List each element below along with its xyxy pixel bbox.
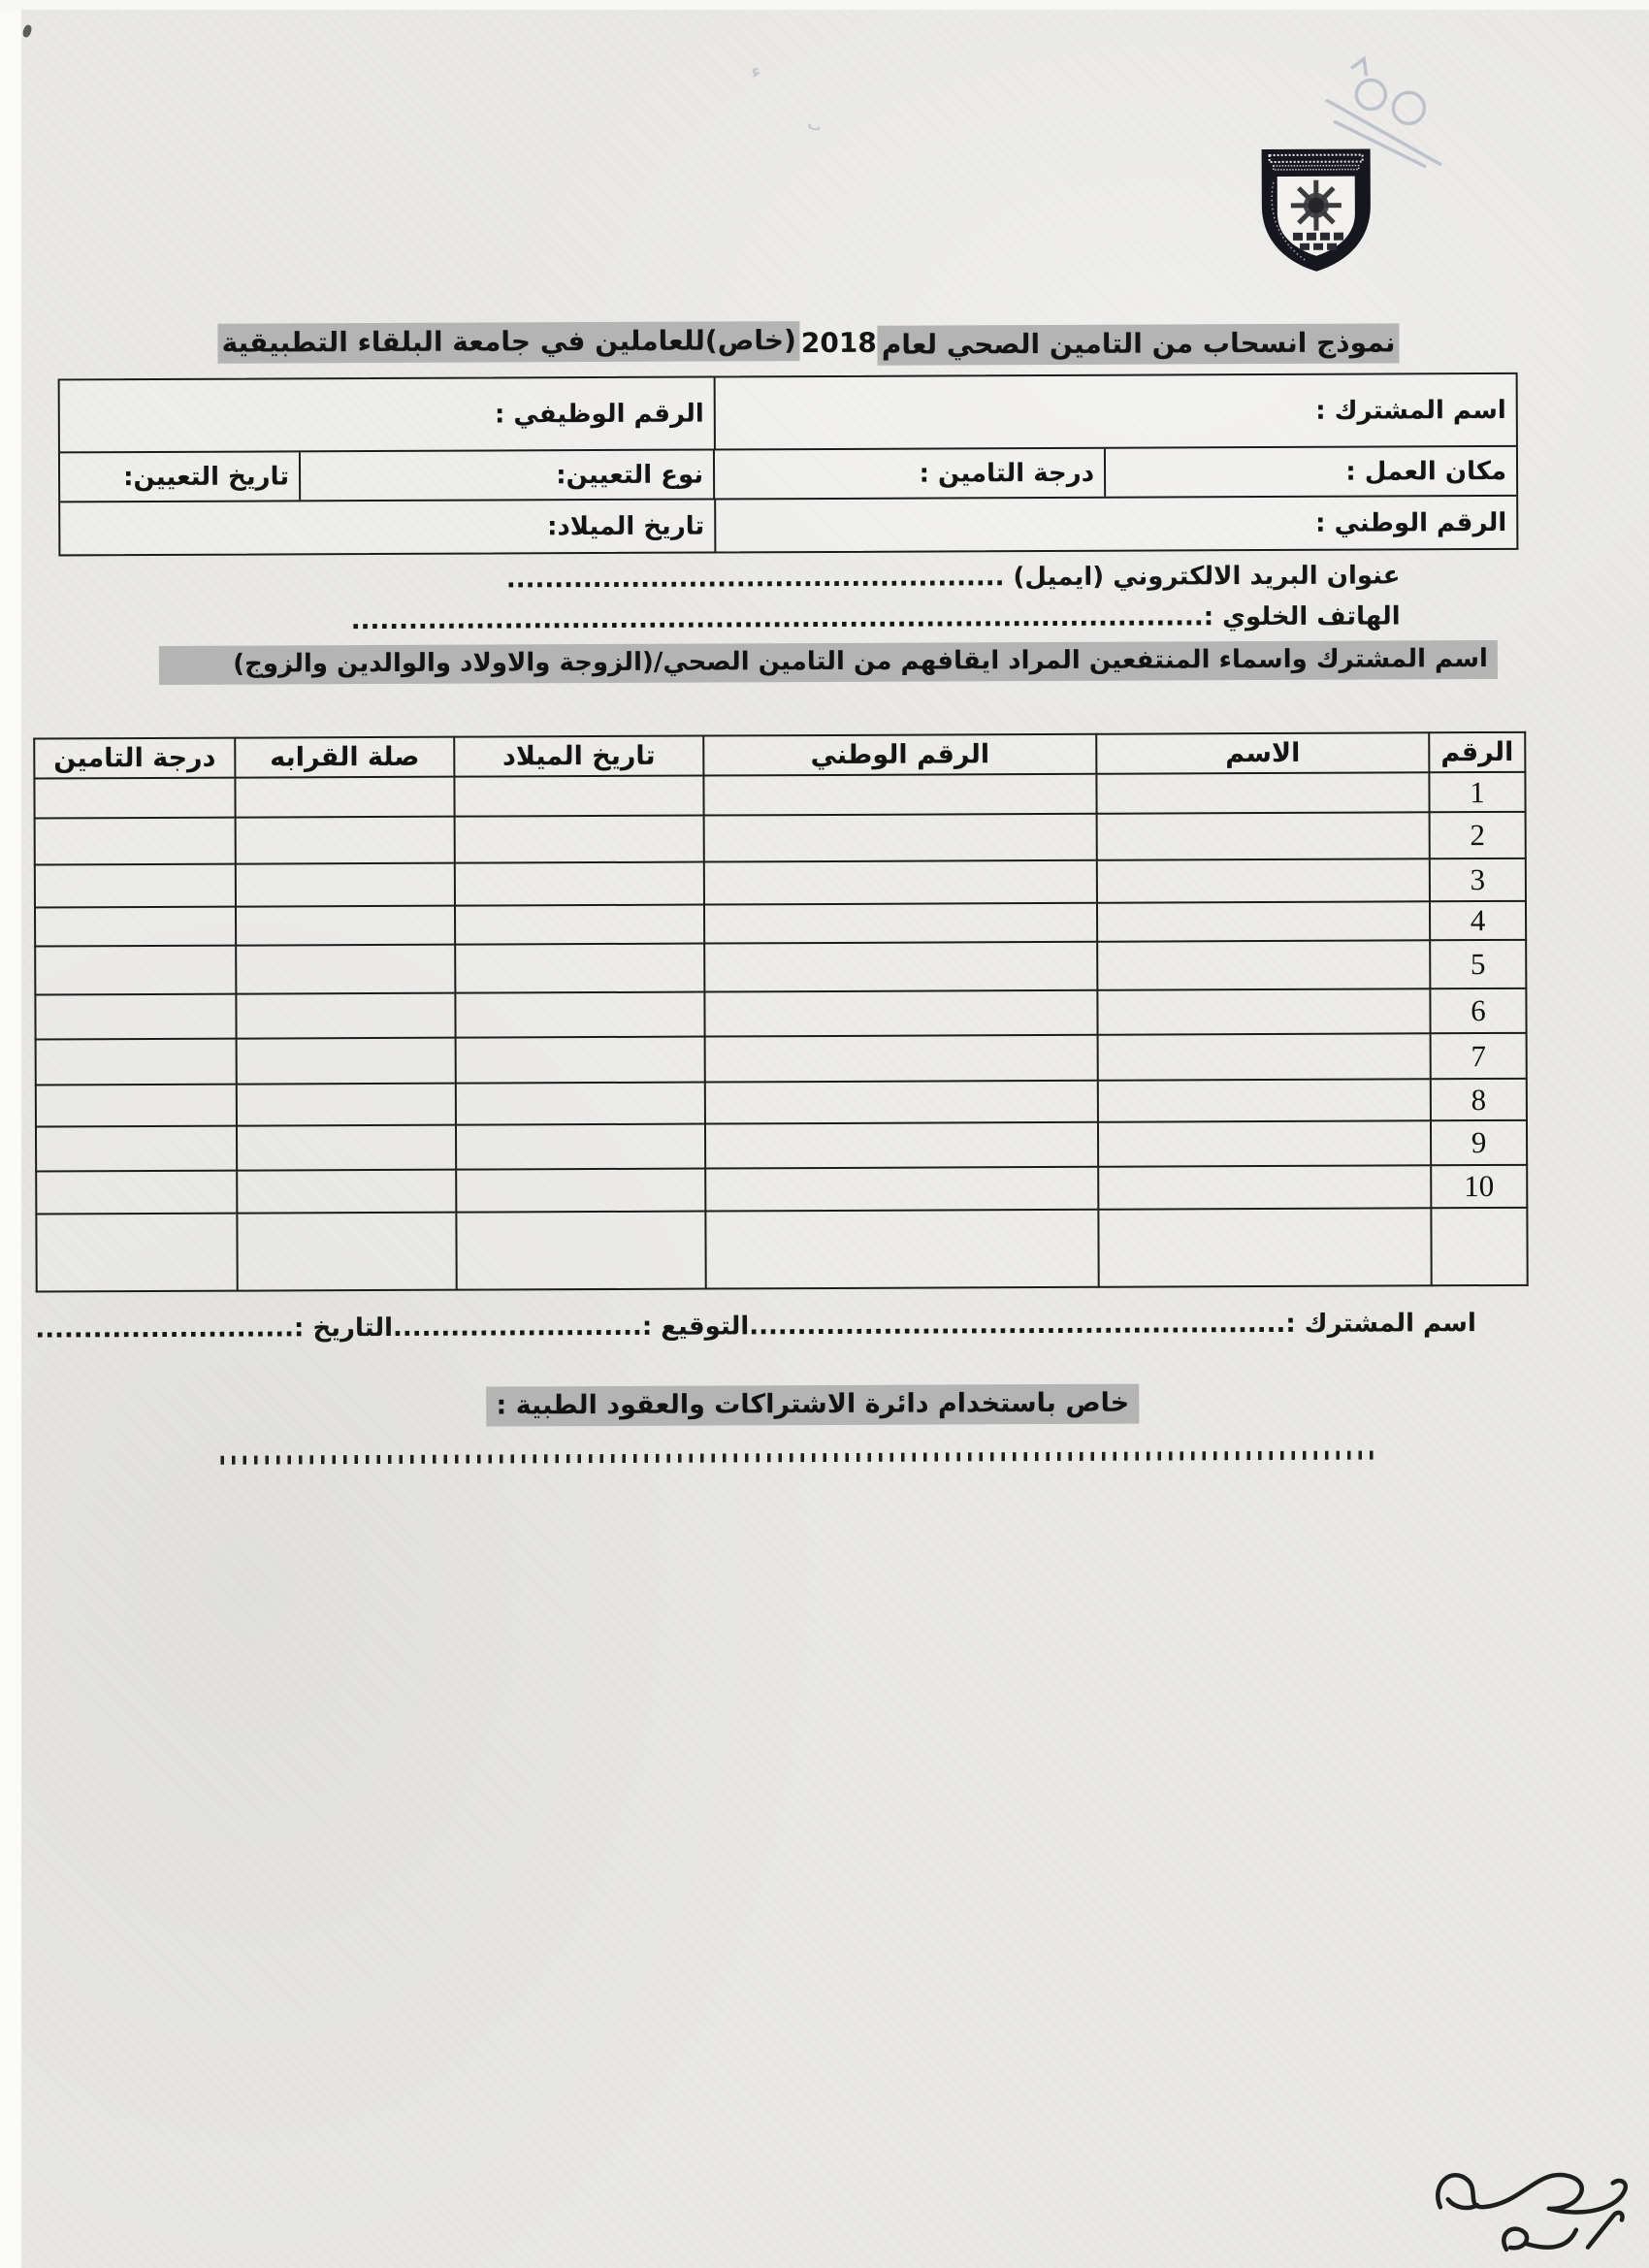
insurance-degree-cell (715, 449, 1106, 499)
empty-entry-cell (237, 1170, 456, 1214)
beneficiary-row-10 (36, 1165, 1527, 1215)
row-number-cell: 9 (1431, 1120, 1527, 1165)
empty-entry-cell (35, 994, 236, 1040)
phone-line: الهاتف الخلوي :......................................................................................... (350, 601, 1401, 636)
empty-entry-cell (36, 1214, 237, 1292)
empty-entry-cell (705, 1167, 1098, 1212)
row-number-cell: 8 (1431, 1079, 1527, 1120)
beneficiary-row-7 (36, 1033, 1527, 1085)
empty-entry-cell (1098, 1033, 1431, 1080)
birth-date-cell (60, 500, 716, 554)
empty-entry-cell (34, 778, 235, 819)
empty-entry-cell (454, 776, 703, 817)
header-cell-3: تاريخ الميلاد (454, 736, 703, 777)
empty-entry-cell (236, 906, 455, 946)
empty-entry-cell (237, 1084, 456, 1126)
beneficiaries-table (33, 731, 1528, 1293)
empty-entry-cell (705, 1081, 1098, 1124)
empty-entry-cell (1096, 772, 1429, 813)
empty-entry-cell (1097, 901, 1430, 941)
empty-entry-cell (235, 777, 454, 818)
header-cell-5: درجة التامين (34, 738, 235, 779)
empty-entry-cell (455, 992, 704, 1038)
subscriber-name-cell (716, 374, 1516, 449)
faint-pencil-mark: ء (749, 59, 763, 83)
empty-entry-cell (705, 1210, 1098, 1289)
insurance-degree-label: درجة التامين : (919, 458, 1095, 489)
row-number-cell (1431, 1208, 1527, 1285)
empty-entry-cell (236, 945, 455, 994)
appointment-type-label: نوع التعيين: (556, 460, 704, 490)
header-cell-0: الرقم (1429, 732, 1525, 772)
empty-entry-cell (236, 863, 455, 907)
employee-number-cell (60, 377, 716, 451)
empty-entry-cell (456, 1124, 705, 1170)
appointment-date-cell (60, 452, 301, 501)
form-title (221, 320, 1399, 365)
header-cell-2: الرقم الوطني (703, 734, 1096, 776)
beneficiary-row-9 (36, 1120, 1527, 1172)
handwritten-signature-scribble (1425, 2155, 1643, 2263)
row-number-cell: 5 (1430, 940, 1526, 988)
empty-entry-cell (455, 816, 704, 863)
national-id-cell (716, 497, 1516, 552)
info-row-1 (60, 374, 1516, 452)
appointment-date-label: تاريخ التعيين: (122, 461, 290, 492)
beneficiary-row-8 (36, 1079, 1527, 1127)
empty-entry-cell (36, 1039, 237, 1085)
empty-entry-cell (1098, 1120, 1431, 1166)
row-number-cell: 3 (1430, 859, 1526, 901)
university-crest-logo (1254, 144, 1379, 276)
header-cell-4: صلة القرابه (235, 737, 454, 778)
row-number-cell: 10 (1431, 1165, 1527, 1208)
empty-entry-cell (36, 1085, 237, 1127)
beneficiary-row-5 (35, 940, 1526, 995)
beneficiary-row-6 (35, 988, 1526, 1040)
row-number-cell: 1 (1429, 772, 1525, 812)
empty-entry-cell (456, 1169, 705, 1213)
signature-line: اسم المشترك :........................................................التوقيع :..........................التاريخ :........................... (35, 1309, 1476, 1345)
empty-entry-cell (704, 860, 1097, 905)
subscriber-info-table (58, 373, 1519, 557)
empty-entry-cell (1097, 859, 1430, 902)
empty-entry-cell (703, 774, 1096, 816)
empty-entry-cell (705, 1035, 1098, 1083)
empty-entry-cell (237, 1213, 456, 1291)
info-row-3 (60, 495, 1516, 555)
empty-entry-cell (704, 814, 1097, 862)
scan-speck (21, 24, 33, 39)
empty-entry-cell (455, 862, 704, 906)
workplace-cell (1106, 447, 1516, 497)
empty-entry-cell (1098, 1208, 1431, 1286)
empty-entry-cell (1098, 1165, 1431, 1209)
empty-entry-cell (455, 905, 704, 945)
empty-entry-cell (456, 1212, 705, 1290)
empty-entry-cell (35, 864, 236, 908)
appointment-type-cell (301, 450, 715, 500)
workplace-label: مكان العمل : (1345, 456, 1507, 487)
empty-entry-cell (1098, 1079, 1431, 1121)
empty-entry-cell (236, 993, 455, 1039)
empty-entry-cell (456, 1037, 705, 1084)
employee-number-label: الرقم الوظيفي : (494, 399, 704, 429)
header-cell-1: الاسم (1096, 732, 1429, 773)
title-segment-left: (خاص)للعاملين في جامعة البلقاء التطبيقية (217, 321, 799, 364)
empty-entry-cell (1097, 940, 1430, 989)
empty-entry-cell (237, 1125, 456, 1171)
empty-entry-cell (455, 944, 704, 993)
birth-date-label: تاريخ الميلاد: (546, 511, 705, 541)
beneficiary-row-extra (36, 1208, 1527, 1292)
empty-entry-cell (456, 1083, 705, 1125)
empty-entry-cell (1097, 812, 1430, 859)
empty-entry-cell (704, 990, 1097, 1037)
subscriber-name-label: اسم المشترك : (1315, 395, 1506, 426)
empty-entry-cell (35, 818, 236, 865)
email-line: عنوان البريد الالكتروني (ايميل) .................................................... (505, 561, 1401, 595)
empty-entry-cell (705, 1122, 1098, 1169)
empty-entry-cell (237, 1038, 456, 1085)
empty-entry-cell (236, 817, 455, 864)
row-number-cell: 7 (1431, 1033, 1527, 1079)
beneficiaries-section-note: اسم المشترك واسماء المنتفعين المراد ايقافهم من التامين الصحي/(الزوجة والاولاد والوالدين والزوج) (159, 640, 1498, 685)
row-number-cell: 4 (1430, 901, 1526, 940)
empty-entry-cell (35, 907, 236, 947)
empty-entry-cell (704, 942, 1097, 992)
beneficiary-row-2 (35, 812, 1526, 865)
department-use-note: خاص باستخدام دائرة الاشتراكات والعقود الطبية : (486, 1384, 1139, 1427)
beneficiary-row-3 (35, 859, 1526, 908)
dotted-separator-line (220, 1451, 1376, 1465)
beneficiaries-header-row (34, 732, 1525, 779)
row-number-cell: 2 (1430, 812, 1526, 859)
title-segment-year: 2018 (800, 326, 877, 360)
beneficiary-row-4 (35, 901, 1526, 947)
beneficiary-row-1 (34, 772, 1525, 819)
empty-entry-cell (704, 903, 1097, 944)
empty-entry-cell (35, 946, 236, 995)
national-id-label: الرقم الوطني : (1315, 507, 1507, 538)
row-number-cell: 6 (1430, 988, 1526, 1033)
title-segment-right: نموذج انسحاب من التامين الصحي لعام (878, 323, 1400, 365)
empty-entry-cell (1097, 988, 1430, 1034)
empty-entry-cell (36, 1171, 237, 1215)
faint-pencil-mark: ب (804, 114, 825, 137)
empty-entry-cell (36, 1126, 237, 1172)
info-row-2 (60, 445, 1516, 502)
